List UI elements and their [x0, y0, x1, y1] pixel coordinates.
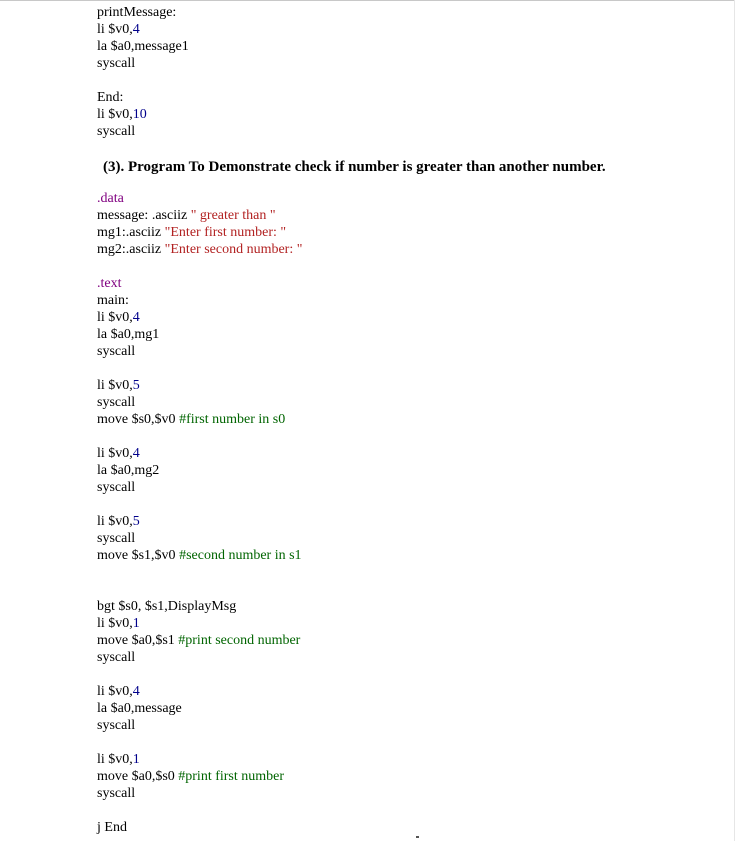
code-number: 1	[132, 752, 140, 767]
code-block-top	[97, 4, 717, 140]
code-text: move $s1,$v0	[97, 548, 180, 563]
code-line: syscall	[97, 344, 136, 359]
code-line: la $a0,mg1	[97, 327, 160, 342]
code-line	[97, 224, 717, 241]
code-line: syscall	[97, 56, 136, 71]
code-number: 4	[132, 310, 140, 325]
code-line: la $a0,message	[97, 701, 182, 716]
code-number: 5	[132, 378, 140, 393]
page-top-border	[0, 0, 735, 1]
code-line	[97, 683, 717, 700]
code-line: la $a0,mg2	[97, 463, 160, 478]
code-text: li $v0,	[97, 378, 133, 393]
code-line: bgt $s0, $s1,DisplayMsg	[97, 599, 237, 614]
code-line: printMessage:	[97, 5, 177, 20]
code-line	[97, 513, 717, 530]
blank-line	[97, 496, 717, 513]
blank-line	[97, 428, 717, 445]
blank-line	[97, 564, 717, 581]
code-number: 4	[132, 22, 140, 37]
code-line	[97, 768, 717, 785]
code-line: syscall	[97, 718, 136, 733]
code-line	[97, 632, 717, 649]
blank-line	[97, 734, 717, 751]
code-number: 4	[132, 684, 140, 699]
code-line: j End	[97, 820, 127, 835]
code-line	[97, 377, 717, 394]
code-comment: #print first number	[178, 769, 285, 784]
code-text: li $v0,	[97, 514, 133, 529]
code-text: li $v0,	[97, 684, 133, 699]
code-line: End:	[97, 90, 124, 105]
code-text: mg2:.asciiz	[97, 242, 165, 257]
code-line: syscall	[97, 395, 136, 410]
blank-line	[97, 140, 717, 155]
code-text: move $a0,$s0	[97, 769, 179, 784]
code-line: syscall	[97, 786, 136, 801]
section-heading: (3). Program To Demonstrate check if number is greater than another number.	[103, 159, 606, 175]
code-text: li $v0,	[97, 446, 133, 461]
code-line: la $a0,message1	[97, 39, 189, 54]
stray-mark	[416, 836, 419, 838]
code-line: syscall	[97, 480, 136, 495]
code-number: 4	[132, 446, 140, 461]
code-text: message: .asciiz	[97, 208, 191, 223]
code-block-main	[97, 190, 717, 836]
code-line	[97, 106, 717, 123]
code-text: li $v0,	[97, 22, 133, 37]
code-number: 5	[132, 514, 140, 529]
code-directive: .text	[97, 276, 122, 291]
document-page	[97, 4, 717, 836]
code-directive: .data	[97, 191, 124, 206]
code-line	[97, 751, 717, 768]
code-comment: #second number in s1	[179, 548, 302, 563]
code-line	[97, 241, 717, 258]
code-line	[97, 615, 717, 632]
code-line: syscall	[97, 650, 136, 665]
blank-line	[97, 802, 717, 819]
code-number: 10	[132, 107, 147, 122]
code-text: move $a0,$s1	[97, 633, 179, 648]
code-comment: #first number in s0	[179, 412, 286, 427]
code-string: " greater than "	[190, 208, 276, 223]
code-string: "Enter first number: "	[164, 225, 287, 240]
blank-line	[97, 666, 717, 683]
code-text: li $v0,	[97, 310, 133, 325]
code-line: syscall	[97, 124, 136, 139]
code-comment: #print second number	[178, 633, 301, 648]
code-line	[97, 411, 717, 428]
code-number: 1	[132, 616, 140, 631]
code-string: "Enter second number: "	[164, 242, 303, 257]
code-line	[97, 21, 717, 38]
blank-line	[97, 581, 717, 598]
code-line	[97, 547, 717, 564]
code-line	[97, 445, 717, 462]
code-text: mg1:.asciiz	[97, 225, 165, 240]
code-line: main:	[97, 293, 129, 308]
blank-line	[97, 72, 717, 89]
code-line	[97, 207, 717, 224]
code-line	[97, 309, 717, 326]
code-text: move $s0,$v0	[97, 412, 180, 427]
blank-line	[97, 360, 717, 377]
code-text: li $v0,	[97, 107, 133, 122]
code-text: li $v0,	[97, 616, 133, 631]
blank-line	[97, 258, 717, 275]
code-line: syscall	[97, 531, 136, 546]
code-text: li $v0,	[97, 752, 133, 767]
